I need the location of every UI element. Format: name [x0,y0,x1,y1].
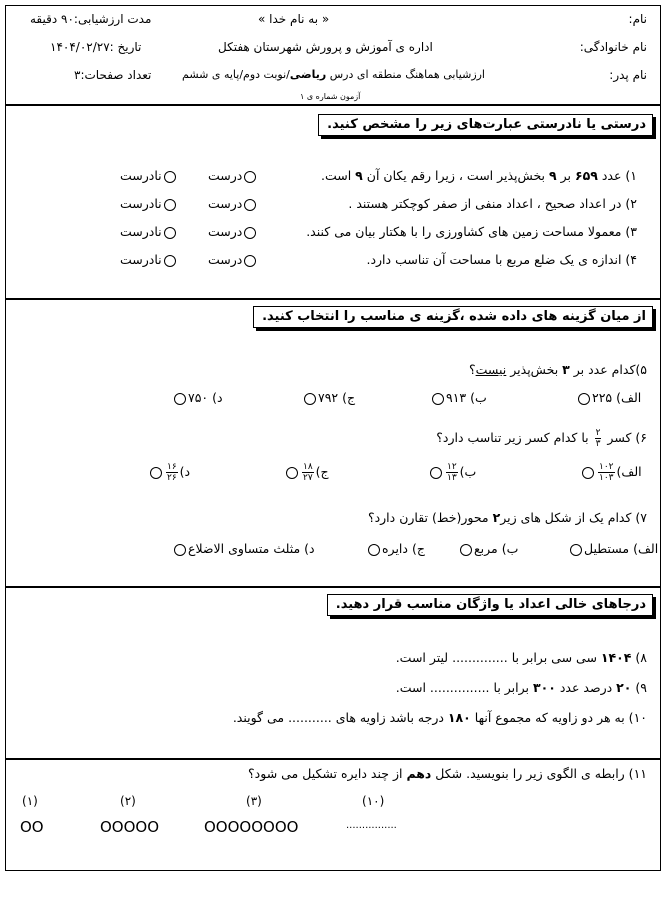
question-2: ۲) در اعداد صحیح ، اعداد منفی از صفر کوچکتر هستند . [348,196,637,211]
q7-text-b: محور(خط) تقارن دارد؟ [367,510,493,525]
section2-title: از میان گزینه های داده شده ،گزینه ی مناسب را انتخاب کنید. [253,306,653,328]
pattern-label-1: (۱) [22,794,38,808]
question-5 [469,362,647,377]
q6-option-c-fraction [302,462,314,483]
pattern-label-2: (۲) [120,794,136,808]
q2-true-option[interactable] [208,196,258,211]
q7-option-c[interactable] [366,541,425,556]
q9-text-c: برابر با ............... است. [395,680,533,695]
radio-circle-icon[interactable] [578,393,590,405]
exam-subject: ریاضی [289,68,327,81]
q8-number-1404: ۱۴۰۴ [600,650,632,665]
pattern-figure-1: OO [20,818,44,836]
q10-text-a: ۱۰) به هر دو زاویه که مجموع آنها [470,710,647,725]
radio-circle-icon[interactable] [430,467,442,479]
frac-num: ۱۲ [447,462,457,472]
q7-option-d[interactable] [172,541,315,556]
pattern-figure-2: OOOOO [100,818,160,836]
q8-text-a: ۸) [631,650,647,665]
question-7 [368,510,647,525]
question-3: ۳) معمولا مساحت زمین های کشاورزی را با هکتار بیان می کنند. [306,224,637,239]
exam-number: آزمون شماره ی ۱ [300,92,361,101]
question-9 [396,680,647,695]
question-1 [321,168,637,183]
radio-circle-icon[interactable] [174,393,186,405]
q11-bold-word: دهم [406,766,432,781]
q9-text-b: درصد عدد [555,680,617,695]
radio-circle-icon[interactable] [244,171,256,183]
q9-text-a: ۹) [631,680,647,695]
q6-fraction [595,428,602,449]
q5-option-d-label: د) ۷۵۰ [188,390,223,405]
q6-option-c[interactable] [284,462,329,483]
exam-title-pre: ارزشیابی هماهنگ منطقه ای درس [326,68,485,81]
section1-title: درستی یا نادرستی عبارت‌های زیر را مشخص کنید. [318,114,653,136]
q6-option-b-label: ب) [459,464,477,479]
q7-option-a-label: الف) مستطیل [584,541,659,556]
radio-circle-icon[interactable] [570,544,582,556]
frac-den: ۲۷ [303,473,313,483]
q1-text-c: بخش‌پذیر است ، زیرا رقم یکان آن [362,168,549,183]
exam-title [182,68,485,81]
q3-true-option[interactable] [208,224,258,239]
q6-option-a-label: الف) [616,464,642,479]
q11-text-a: ۱۱) رابطه ی الگوی زیر را بنویسید. شکل [431,766,647,781]
q3-false-option[interactable] [120,224,178,239]
q11-text-b: از چند دایره تشکیل می شود؟ [248,766,407,781]
q5-option-c-label: ج) ۷۹۲ [318,390,356,405]
q1-text-a: ۱) عدد [597,168,637,183]
q7-text-a: ۷) کدام یک از شکل های زیر [500,510,647,525]
radio-circle-icon[interactable] [164,255,176,267]
family-name-label: نام خانوادگی: [579,40,647,54]
exam-date: تاریخ :۱۴۰۴/۰۲/۲۷ [50,40,142,54]
radio-circle-icon[interactable] [164,227,176,239]
q4-false-option[interactable] [120,252,178,267]
false-label: نادرست [120,224,162,239]
q6-option-d-fraction [166,462,178,483]
false-label: نادرست [120,196,162,211]
radio-circle-icon[interactable] [164,171,176,183]
q7-option-b[interactable] [458,541,518,556]
q1-number-9a: ۹ [549,168,557,183]
section3-divider [5,758,661,760]
pattern-label-3: (۳) [246,794,262,808]
q5-text-c: ؟ [468,362,476,377]
q5-text-b: بخش‌پذیر [506,362,563,377]
question-8 [396,650,647,665]
q6-option-b-fraction [446,462,458,483]
q6-text-b: با کدام کسر زیر تناسب دارد؟ [436,430,593,445]
q7-option-b-label: ب) مربع [474,541,519,556]
radio-circle-icon[interactable] [164,199,176,211]
frac-den: ۲۶ [167,473,177,483]
q8-text-b: سی سی برابر با .............. لیتر است. [395,650,601,665]
frac-num: ۱۸ [303,462,313,472]
radio-circle-icon[interactable] [582,467,594,479]
false-label: نادرست [120,252,162,267]
pattern-figure-3: OOOOOOOO [204,818,299,836]
q1-number-9b: ۹ [355,168,363,183]
radio-circle-icon[interactable] [368,544,380,556]
father-name-label: نام پدر: [609,68,647,82]
q6-option-d[interactable] [148,462,190,483]
q5-option-a-label: الف) ۲۲۵ [592,390,642,405]
q5-text-a: ۵)کدام عدد بر [569,362,647,377]
q1-text-d: است. [321,168,356,183]
q1-text-b: بر [556,168,575,183]
section3-title: درجاهای خالی اعداد یا واژگان مناسب قرار دهید. [327,594,653,616]
q7-option-a[interactable] [568,541,658,556]
q6-text-a: ۶) کسر [603,430,647,445]
name-label: نام: [628,12,647,26]
q4-true-option[interactable] [208,252,258,267]
q1-true-option[interactable] [208,168,258,183]
frac-den: ۱۰۳ [599,473,614,483]
question-4: ۴) اندازه ی یک ضلع مربع با مساحت آن تناسب دارد. [366,252,637,267]
q1-false-option[interactable] [120,168,178,183]
q6-option-c-label: ج) [315,464,329,479]
q6-numerator: ۲ [595,428,601,438]
frac-num: ۱۰۲ [599,462,614,472]
true-label: درست [208,168,243,183]
q6-option-b[interactable] [428,462,476,483]
page-count: تعداد صفحات:۳ [74,68,152,82]
true-label: درست [208,224,243,239]
radio-circle-icon[interactable] [304,393,316,405]
q7-number-2: ۲ [492,510,501,525]
question-11 [248,766,647,781]
q7-option-d-label: د) مثلث متساوی الاضلاع [188,541,315,556]
q1-number-659: ۶۵۹ [574,168,598,183]
q5-option-d[interactable] [172,390,223,405]
section1-divider [5,298,661,300]
true-label: درست [208,252,243,267]
pattern-figure-10-blank[interactable]: ................ [346,820,397,831]
q9-number-20: ۲۰ [616,680,632,695]
question-10 [233,710,647,725]
radio-circle-icon[interactable] [244,255,256,267]
q2-false-option[interactable] [120,196,178,211]
exam-duration: مدت ارزشیابی:۹۰ دقیقه [30,12,152,26]
basmala: « به نام خدا » [258,12,330,26]
frac-den: ۱۳ [447,473,457,483]
radio-circle-icon[interactable] [174,544,186,556]
q6-option-d-label: د) [179,464,191,479]
q6-option-a-fraction [598,462,615,483]
exam-title-post: /نوبت دوم/پایه ی ششم [182,68,290,81]
section2-divider [5,586,661,588]
q10-number-180: ۱۸۰ [447,710,471,725]
q10-text-b: درجه باشد زاویه های ........... می گویند. [232,710,448,725]
q5-option-b[interactable] [430,390,487,405]
q6-option-a[interactable] [580,462,642,483]
question-6 [436,428,647,449]
frac-num: ۱۶ [167,462,177,472]
q5-option-b-label: ب) ۹۱۳ [446,390,487,405]
q7-option-c-label: ج) دایره [382,541,425,556]
radio-circle-icon[interactable] [150,467,162,479]
pattern-label-10: (۱۰) [362,794,385,808]
radio-circle-icon[interactable] [286,467,298,479]
q5-option-c[interactable] [302,390,355,405]
q5-number-3: ۳ [562,362,570,377]
false-label: نادرست [120,168,162,183]
radio-circle-icon[interactable] [432,393,444,405]
q6-denominator: ۳ [595,439,601,449]
q9-number-300: ۳۰۰ [532,680,556,695]
header-divider [5,104,661,106]
true-label: درست [208,196,243,211]
q5-option-a[interactable] [576,390,641,405]
radio-circle-icon[interactable] [244,199,256,211]
radio-circle-icon[interactable] [244,227,256,239]
radio-circle-icon[interactable] [460,544,472,556]
q5-underlined-word: نیست [475,362,507,377]
education-office: اداره ی آموزش و پرورش شهرستان هفتکل [218,40,433,54]
